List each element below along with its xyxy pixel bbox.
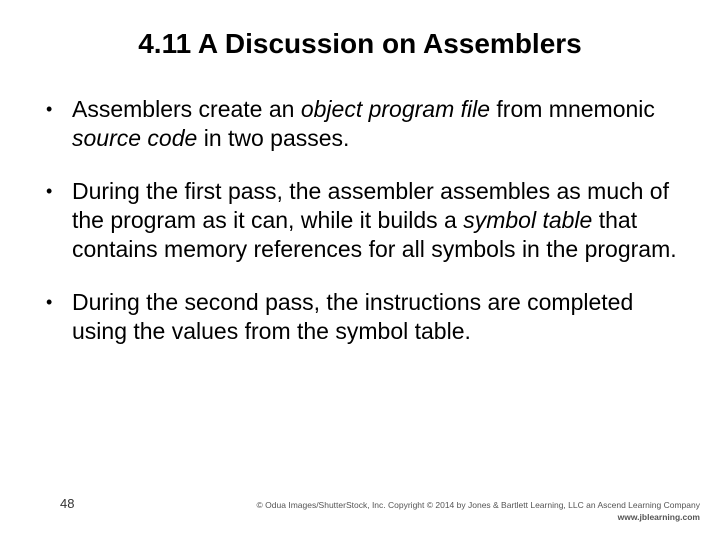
bullet-text-segment: During the second pass, the instructions are completed using the values from the symbol table.	[72, 289, 634, 344]
bullet-text-segment: Assemblers create an	[72, 96, 301, 122]
bullet-dot: •	[46, 292, 53, 312]
bullet-text-italic: source code	[72, 125, 198, 151]
footer-url: www.jblearning.com	[617, 512, 700, 522]
bullet-item	[46, 177, 686, 264]
bullet-dot: •	[46, 99, 53, 119]
bullet-text-segment: During the first pass, the assembler assembles as much of the program as it can, while it builds a	[72, 178, 669, 233]
bullet-text-segment: that contains memory references for all symbols in the program.	[72, 207, 677, 262]
bullet-list	[46, 95, 686, 370]
footer-copyright: © Odua Images/ShutterStock, Inc. Copyright © 2014 by Jones & Bartlett Learning, LLC an Ascend Learning Company	[256, 500, 700, 510]
bullet-item	[46, 95, 686, 153]
bullet-text-italic: symbol table	[463, 207, 593, 233]
bullet-text-segment: from mnemonic	[490, 96, 655, 122]
bullet-dot: •	[46, 181, 53, 201]
footer-credit	[257, 499, 700, 523]
bullet-text-italic: object program file	[300, 96, 491, 122]
bullet-item	[46, 288, 686, 346]
page-number: 48	[60, 496, 75, 511]
slide-title: 4.11 A Discussion on Assemblers	[138, 28, 582, 59]
bullet-text-segment: in two passes.	[197, 125, 350, 151]
